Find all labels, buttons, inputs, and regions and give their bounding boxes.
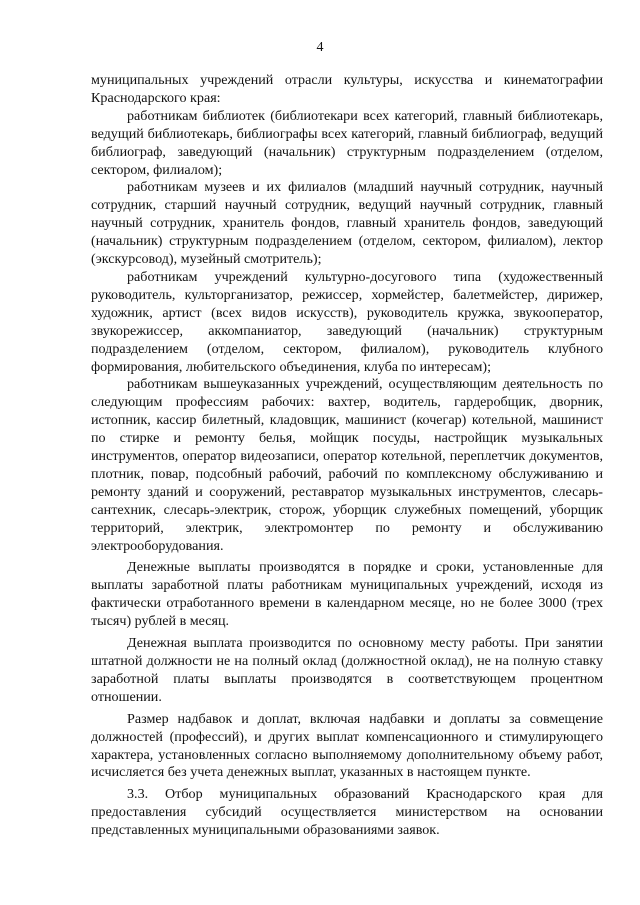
paragraph-allowances: Размер надбавок и доплат, включая надбавки и доплаты за совмещение должностей (профессий), и других выплат компенсационного и стимулирующего характера, установленных согласно выполняемому дополнительному объему работ, исчисляется без учета денежных выплат, указанных в настоящем пункте. [91, 710, 603, 781]
paragraph-section-3-3: 3.3. Отбор муниципальных образований Краснодарского края для предоставления субсидий осуществляется министерством на основании представленных муниципальными образованиями заявок. [91, 786, 603, 839]
paragraph-museum-workers: работникам музеев и их филиалов (младший научный сотрудник, научный сотрудник, старший научный сотрудник, ведущий научный сотрудник, главный научный сотрудник, хранитель фондов, главный хранитель фондов, заведующий (начальник) структурным подразделением (отделом, сектором, филиалом), лектор (экскурсовод), музейный смотритель); [91, 179, 603, 268]
paragraph-main-workplace: Денежная выплата производится по основному месту работы. При занятии штатной должности не на полный оклад (должностной оклад), не на полную ставку заработной платы выплаты производятся в соответствующем процентном отношении. [91, 635, 603, 705]
paragraph-intro-continuation: муниципальных учреждений отрасли культуры, искусства и кинематографии Краснодарского края: [91, 72, 603, 106]
page-number: 4 [316, 40, 324, 55]
paragraph-payment-terms: Денежные выплаты производятся в порядке и сроки, установленные для выплаты заработной платы работникам муниципальных учреждений, исходя из фактически отработанного времени в календарном месяце, но не более 3000 (трех тысяч) рублей в месяц. [91, 559, 603, 630]
paragraph-cultural-leisure-workers: работникам учреждений культурно-досугового типа (художественный руководитель, культорганизатор, режиссер, хормейстер, балетмейстер, дирижер, художник, артист (всех видов искусств), руководитель кружка, звукооператор, звукорежиссер, аккомпаниатор, заведующий (начальник) структурным подразделением (отделом, сектором, филиалом), руководитель клубного формирования, любительского объединения, клуба по интересам); [91, 268, 603, 375]
document-body [91, 72, 603, 840]
paragraph-library-workers: работникам библиотек (библиотекари всех категорий, главный библиотекарь, ведущий библиотекарь, библиографы всех категорий, главный библиограф, ведущий библиограф, заведующий (начальник) структурным подразделением (отделом, сектором, филиалом); [91, 107, 603, 178]
paragraph-worker-professions: работникам вышеуказанных учреждений, осуществляющим деятельность по следующим профессиям рабочих: вахтер, водитель, гардеробщик, дворник, истопник, кассир билетный, кладовщик, машинист (кочегар) котельной, машинист по стирке и ремонту белья, мойщик посуды, настройщик музыкальных инструментов, оператор видеозаписи, оператор котельной, переплетчик документов, плотник, повар, подсобный рабочий, рабочий по комплексному обслуживанию и ремонту зданий и сооружений, реставратор музыкальных инструментов, слесарь-сантехник, слесарь-электрик, сторож, уборщик служебных помещений, уборщик территорий, электрик, электромонтер по ремонту и обслуживанию электрооборудования. [91, 376, 603, 554]
